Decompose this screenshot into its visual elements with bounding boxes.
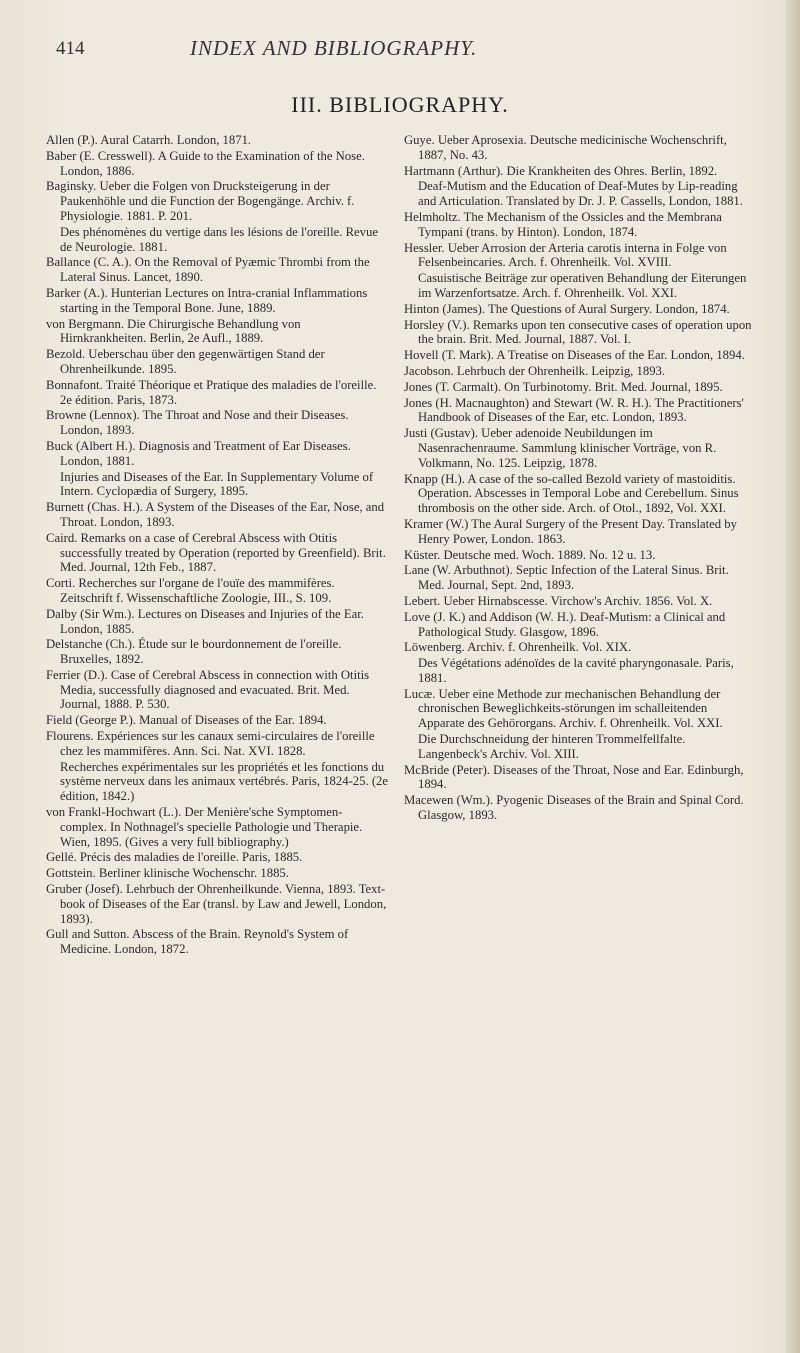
bibliography-entry: Injuries and Diseases of the Ear. In Supplementary Volume of Intern. Cyclopædia of Surgery, 1895. [60, 469, 374, 499]
bibliography-entry: von Frankl-Hochwart (L.). Der Menière'sche Symptomen-complex. In Nothnagel's specielle Pathologie und Therapie. Wien, 1895. (Gives a very full bibliography.) [46, 805, 363, 849]
bibliography-entry: Baginsky. Ueber die Folgen von Drucksteigerung in der Paukenhöhle und die Function der Bogengänge. Archiv. f. Physiologie. 1881. P. 201. [46, 179, 355, 223]
bibliography-entry: Gruber (Josef). Lehrbuch der Ohrenheilkunde. Vienna, 1893. Text-book of Diseases of the Ear (transl. by Law and Jewell, London, 1893). [46, 882, 387, 926]
bibliography-entry: Die Durchschneidung der hinteren Trommelfellfalte. Langenbeck's Archiv. Vol. XIII. [418, 732, 686, 761]
bibliography-entry: Browne (Lennox). The Throat and Nose and their Diseases. London, 1893. [46, 408, 349, 438]
bibliography-entry: Lebert. Ueber Hirnabscesse. Virchow's Archiv. 1856. Vol. X. [404, 593, 713, 608]
bibliography-entry: Knapp (H.). A case of the so-called Bezold variety of mastoiditis. Operation. Abscesses in Temporal Lobe and Cerebellum. Sinus thrombosis on the other side. Arch. of Otol., 1892, Vol. XXI. [404, 471, 739, 516]
bibliography-entry: Löwenberg. Archiv. f. Ohrenheilk. Vol. XIX. [404, 640, 632, 655]
bibliography-entry: Buck (Albert H.). Diagnosis and Treatment of Ear Diseases. London, 1881. [46, 438, 351, 468]
bibliography-entry: Küster. Deutsche med. Woch. 1889. No. 12 u. 13. [404, 547, 656, 562]
bibliography-entry: Love (J. K.) and Addison (W. H.). Deaf-Mutism: a Clinical and Pathological Study. Glasgow, 1896. [404, 609, 726, 639]
bibliography-entry: Baber (E. Cresswell). A Guide to the Examination of the Nose. London, 1886. [46, 148, 365, 178]
section-title: III. BIBLIOGRAPHY. [291, 92, 509, 117]
bibliography-entry: Caird. Remarks on a case of Cerebral Abscess with Otitis successfully treated by Operation (reported by Greenfield). Brit. Med. Journal, 12th Feb., 1887. [46, 530, 386, 575]
bibliography-entry: Delstanche (Ch.). Étude sur le bourdonnement de l'oreille. Bruxelles, 1892. [46, 637, 342, 667]
bibliography-entry: Bezold. Ueberschau über den gegenwärtigen Stand der Ohrenheilkunde. 1895. [46, 347, 325, 376]
bibliography-entry: Deaf-Mutism and the Education of Deaf-Mutes by Lip-reading and Articulation. Translated by Dr. J. P. Cassells, London, 1881. [418, 179, 743, 209]
bibliography-entry: Allen (P.). Aural Catarrh. London, 1871. [46, 133, 252, 147]
bibliography-entry: Justi (Gustav). Ueber adenoide Neubildungen im Nasenrachenraume. Sammlung klinischer Vorträge, von R. Volkmann, No. 125. Leipzig, 1878. [404, 426, 717, 470]
bibliography-entry: Flourens. Expériences sur les canaux semi-circulaires de l'oreille chez les mammifères. Ann. Sci. Nat. XVI. 1828. [46, 729, 375, 758]
bibliography-entry: Corti. Recherches sur l'organe de l'ouïe des mammifères. Zeitschrift f. Wissenschaftliche Zoologie, III., S. 109. [46, 576, 335, 605]
bibliography-entry: McBride (Peter). Diseases of the Throat, Nose and Ear. Edinburgh, 1894. [404, 762, 744, 792]
bibliography-entry: Ferrier (D.). Case of Cerebral Abscess in connection with Otitis Media, successfully diagnosed and evacuated. Brit. Med. Journal, 1888. P. 530. [46, 667, 370, 712]
bibliography-entry: Helmholtz. The Mechanism of the Ossicles and the Membrana Tympani (trans. by Hinton). London, 1874. [404, 209, 722, 239]
bibliography-entry: Hinton (James). The Questions of Aural Surgery. London, 1874. [404, 301, 730, 316]
bibliography-entry: Ballance (C. A.). On the Removal of Pyæmic Thrombi from the Lateral Sinus. Lancet, 1890. [46, 255, 370, 285]
bibliography-entry: Kramer (W.) The Aural Surgery of the Present Day. Translated by Henry Power, London. 1863. [404, 516, 737, 546]
bibliography-entry: Gottstein. Berliner klinische Wochenschr. 1885. [46, 866, 289, 881]
bibliography-entry: von Bergmann. Die Chirurgische Behandlung von Hirnkrankheiten. Berlin, 2e Aufl., 1889. [46, 316, 301, 346]
page-number: 414 [56, 38, 85, 59]
right-column [404, 133, 756, 824]
bibliography-entry: Jones (T. Carmalt). On Turbinotomy. Brit. Med. Journal, 1895. [404, 379, 723, 394]
bibliography-entry: Jacobson. Lehrbuch der Ohrenheilk. Leipzig, 1893. [404, 363, 666, 378]
running-head: INDEX AND BIBLIOGRAPHY. [190, 36, 478, 60]
page-edge [786, 0, 800, 1353]
bibliography-entry: Field (George P.). Manual of Diseases of the Ear. 1894. [46, 713, 327, 728]
bibliography-entry: Gull and Sutton. Abscess of the Brain. Reynold's System of Medicine. London, 1872. [46, 927, 349, 957]
bibliography-entry: Recherches expérimentales sur les propriétés et les fonctions du système nerveux dans les animaux vertébrés. Paris, 1824-25. (2e édition, 1842.) [60, 759, 389, 804]
bibliography-entry: Des Végétations adénoïdes de la cavité pharyngonasale. Paris, 1881. [418, 656, 734, 685]
bibliography-entry: Hessler. Ueber Arrosion der Arteria carotis interna in Folge von Felsenbeincaries. Arch. f. Ohrenheilk. Vol. XVIII. [404, 240, 727, 270]
bibliography-entry: Horsley (V.). Remarks upon ten consecutive cases of operation upon the brain. Brit. Med. Journal, 1887. Vol. I. [404, 317, 752, 347]
bibliography-entry: Dalby (Sir Wm.). Lectures on Diseases and Injuries of the Ear. London, 1885. [46, 606, 364, 636]
bibliography-entry: Gellé. Précis des maladies de l'oreille. Paris, 1885. [46, 850, 303, 865]
bibliography-entry: Hovell (T. Mark). A Treatise on Diseases of the Ear. London, 1894. [404, 348, 745, 363]
bibliography-entry: Macewen (Wm.). Pyogenic Diseases of the Brain and Spinal Cord. Glasgow, 1893. [404, 793, 744, 823]
bibliography-entry: Guye. Ueber Aprosexia. Deutsche medicinische Wochenschrift, 1887, No. 43. [404, 133, 727, 162]
bibliography-entry: Burnett (Chas. H.). A System of the Diseases of the Ear, Nose, and Throat. London, 1893. [46, 500, 385, 529]
bibliography-entry: Casuistische Beiträge zur operativen Behandlung der Eiterungen im Warzenfortsatze. Arch. f. Ohrenheilk. Vol. XXI. [418, 271, 747, 300]
bibliography-entry: Des phénomènes du vertige dans les lésions de l'oreille. Revue de Neurologie. 1881. [60, 224, 378, 254]
bibliography-entry: Hartmann (Arthur). Die Krankheiten des Ohres. Berlin, 1892. [404, 163, 718, 178]
left-column [46, 133, 389, 958]
bibliography-entry: Bonnafont. Traité Théorique et Pratique des maladies de l'oreille. 2e édition. Paris, 1873. [46, 377, 377, 407]
bibliography-entry: Lucæ. Ueber eine Methode zur mechanischen Behandlung der chronischen Beweglichkeits-störungen im schalleitenden Apparate des Gehörorgans. Archiv. f. Ohrenheilk. Vol. XXI. [404, 686, 723, 731]
bibliography-entry: Lane (W. Arbuthnot). Septic Infection of the Lateral Sinus. Brit. Med. Journal, Sept. 2nd, 1893. [404, 563, 729, 593]
bibliography-entry: Jones (H. Macnaughton) and Stewart (W. R. H.). The Practitioners' Handbook of Diseases of the Ear, etc. London, 1893. [404, 395, 744, 425]
bibliography-entry: Barker (A.). Hunterian Lectures on Intra-cranial Inflammations starting in the Temporal Bone. June, 1889. [46, 285, 368, 315]
